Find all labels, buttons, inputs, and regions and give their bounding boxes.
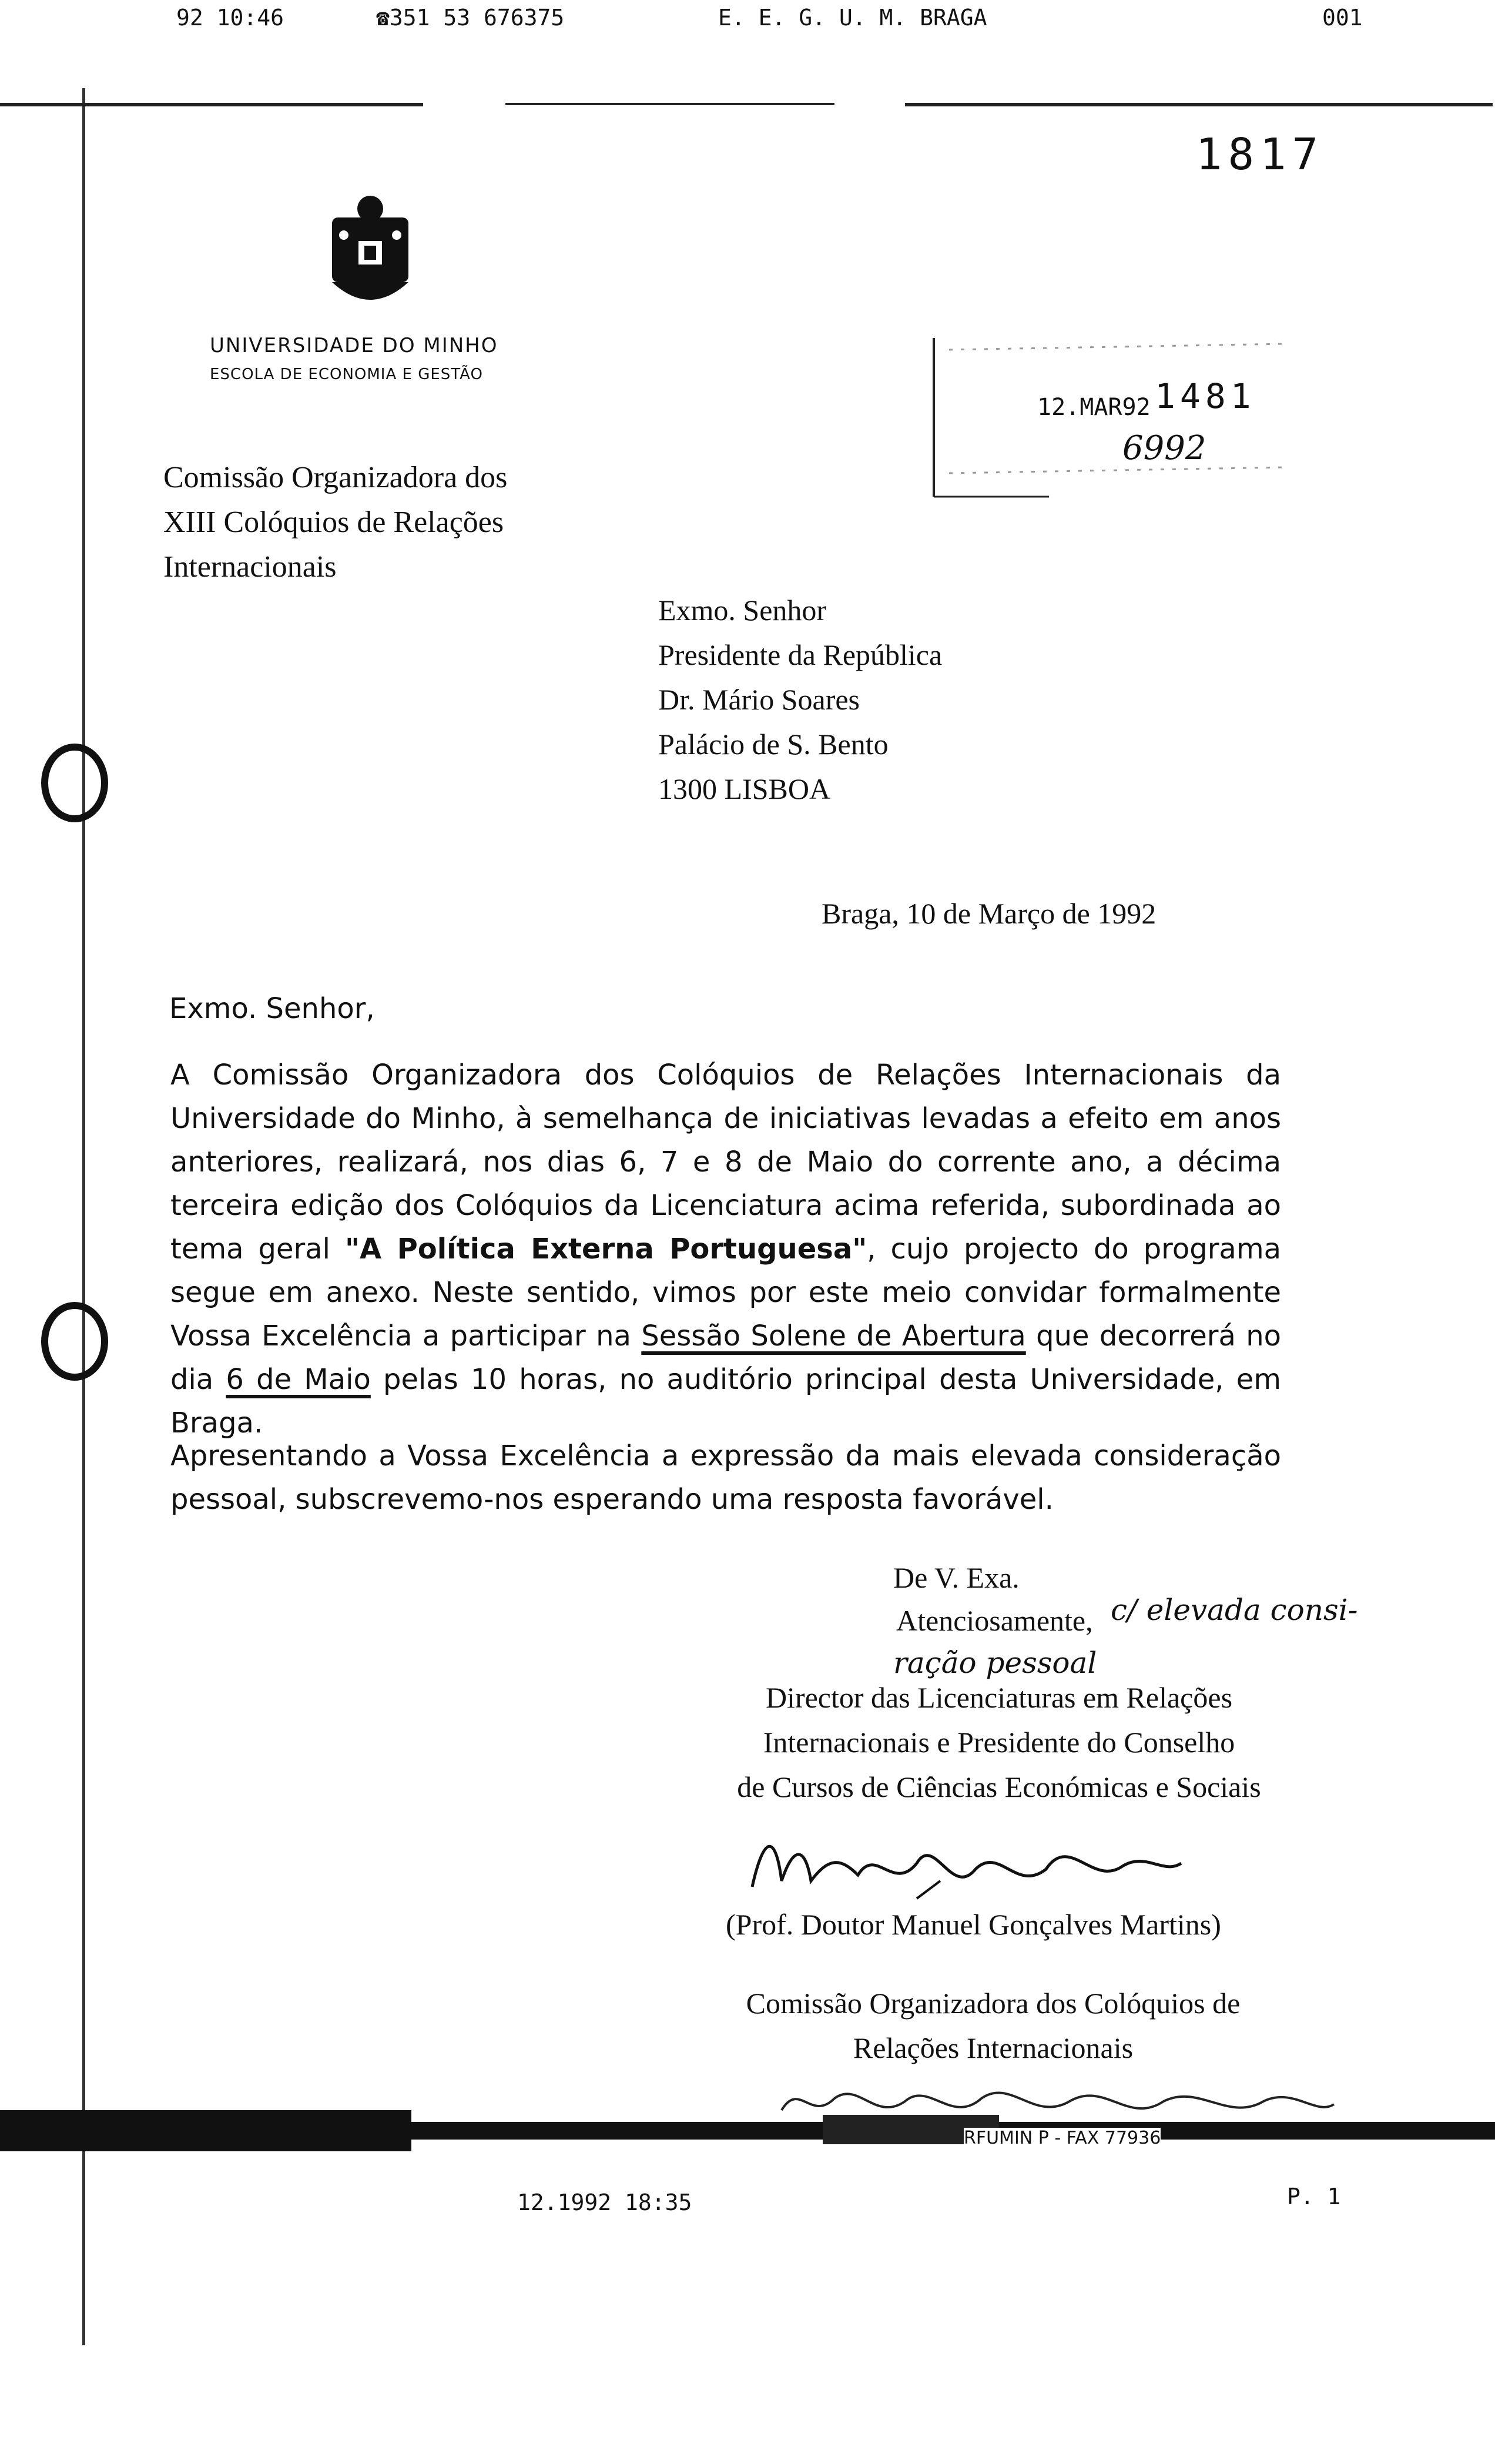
fax-footer-id: RFUMIN P - FAX 77936 xyxy=(964,2128,1161,2148)
address-line: 1300 LISBOA xyxy=(658,772,831,805)
received-date: 12.MAR92 xyxy=(1037,394,1151,421)
received-handwritten-number: 6992 xyxy=(1122,429,1206,467)
handwritten-note: ração pessoal xyxy=(893,1646,1097,1680)
title-line: de Cursos de Ciências Económicas e Sociais xyxy=(737,1770,1261,1803)
university-crest-icon xyxy=(320,194,420,312)
university-name: UNIVERSIDADE DO MINHO xyxy=(210,334,498,357)
received-number: 1481 xyxy=(1155,376,1256,416)
sender-line: XIII Colóquios de Relações xyxy=(163,505,504,539)
paragraph-text: , cujo projecto do programa segue em anexo. Neste sentido, vimos por este meio convidar formalmente Vossa Excelência a participar na xyxy=(170,1233,1282,1352)
recipient-address xyxy=(658,588,942,811)
address-line: Presidente da República xyxy=(658,638,943,671)
page-edge xyxy=(82,88,85,2345)
punch-hole-top xyxy=(41,744,108,822)
fax-footer-date: 12.1992 18:35 xyxy=(517,2190,692,2215)
committee-name xyxy=(705,1981,1281,2070)
title-line: Internacionais e Presidente do Conselho xyxy=(763,1726,1235,1759)
fax-noise-band xyxy=(0,2110,1495,2157)
body-paragraph-2: Apresentando a Vossa Excelência a expressão da mais elevada consideração pessoal, subscrevemo-nos esperando uma resposta favorável. xyxy=(170,1439,1281,1516)
fax-phone: ☎351 53 676375 xyxy=(376,5,565,31)
header-rule-right xyxy=(905,103,1493,106)
signatory-title xyxy=(705,1675,1293,1809)
paragraph-text: A Comissão Organizadora dos Colóquios de Relações Internacionais da Universidade do Minho, à semelhança de iniciativas levadas a efeito em anos anteriores, realizará, nos dias 6, 7 e 8 de Maio do corrente ano, a décima terceira edição dos Colóquios da Licenciatura acima referida, subordinada ao tema geral xyxy=(170,1059,1281,1266)
university-school: ESCOLA DE ECONOMIA E GESTÃO xyxy=(210,366,483,383)
fax-time: 92 10:46 xyxy=(176,5,284,31)
sender-block xyxy=(163,456,610,590)
opening-session: Sessão Solene de Abertura xyxy=(641,1320,1026,1352)
address-line: Palácio de S. Bento xyxy=(658,728,889,761)
registry-number: 1817 xyxy=(1196,129,1325,180)
signatory-name: (Prof. Doutor Manuel Gonçalves Martins) xyxy=(726,1908,1221,1941)
fax-page-number: 001 xyxy=(1322,5,1363,31)
handwritten-note: c/ elevada consi- xyxy=(1111,1593,1358,1627)
header-rule-left xyxy=(0,103,423,106)
committee-line: Relações Internacionais xyxy=(853,2031,1134,2064)
closing-line: Atenciosamente, xyxy=(896,1604,1093,1637)
closing-line: De V. Exa. xyxy=(893,1561,1020,1594)
letter-date: Braga, 10 de Março de 1992 xyxy=(822,897,1157,930)
sender-line: Comissão Organizadora dos xyxy=(163,461,508,494)
session-day: 6 de Maio xyxy=(226,1363,371,1396)
paragraph-text: pelas 10 horas, no auditório principal desta Universidade, em Braga. xyxy=(170,1363,1281,1439)
paragraph-text: que decorrerá no dia xyxy=(170,1320,1282,1396)
punch-hole-bottom xyxy=(41,1302,108,1381)
header-rule-mid xyxy=(505,103,834,105)
sender-line: Internacionais xyxy=(163,550,337,584)
salutation: Exmo. Senhor, xyxy=(169,992,375,1025)
conference-theme: "A Política Externa Portuguesa" xyxy=(344,1233,867,1266)
committee-line: Comissão Organizadora dos Colóquios de xyxy=(746,1987,1241,2020)
address-line: Exmo. Senhor xyxy=(658,594,827,627)
address-line: Dr. Mário Soares xyxy=(658,683,860,716)
fax-org: E. E. G. U. M. BRAGA xyxy=(718,5,987,31)
title-line: Director das Licenciaturas em Relações xyxy=(765,1681,1233,1714)
fax-footer-page: P. 1 xyxy=(1287,2184,1341,2209)
body-paragraph-1 xyxy=(170,1053,1281,1445)
handwritten-signature xyxy=(740,1810,1187,1916)
